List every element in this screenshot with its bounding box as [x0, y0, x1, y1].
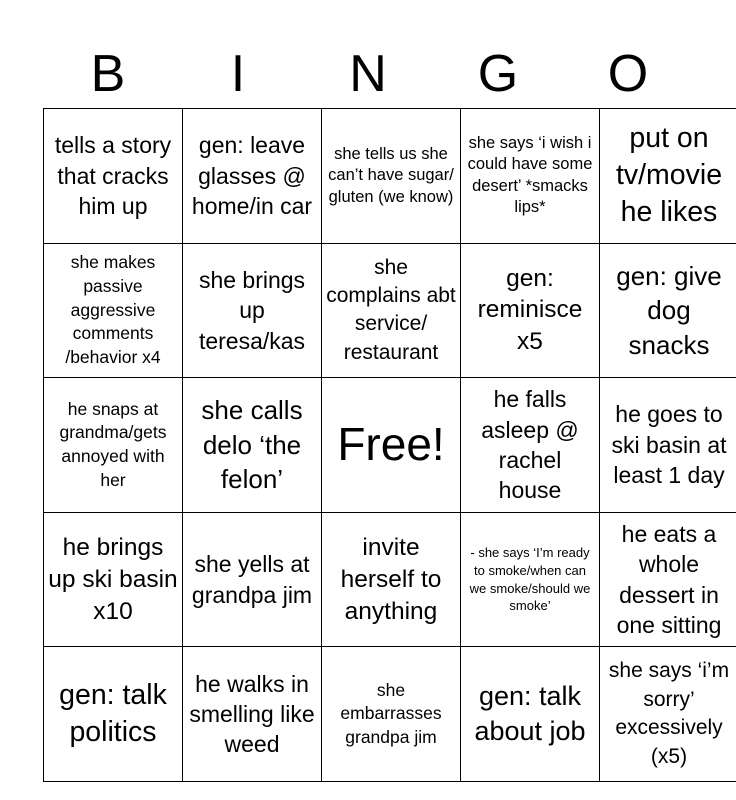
bingo-cell[interactable]: he brings up ski basin x10	[44, 512, 183, 647]
bingo-cell[interactable]: she tells us she can’t have sugar/ gluten (we know)	[322, 109, 461, 244]
bingo-cell[interactable]: she says ‘i wish i could have some desert’ *smacks lips*	[461, 109, 600, 244]
bingo-cell[interactable]: he eats a whole dessert in one sitting	[600, 512, 736, 647]
card-row	[44, 109, 736, 244]
bingo-cell[interactable]: she complains abt service/ restaurant	[322, 243, 461, 378]
header-letter-g: G	[477, 45, 519, 103]
bingo-cell[interactable]: gen: leave glasses @ home/in car	[183, 109, 322, 244]
bingo-cell[interactable]: invite herself to anything	[322, 512, 461, 647]
bingo-cell[interactable]: she says ‘i’m sorry’ excessively (x5)	[600, 647, 736, 782]
free-space-cell[interactable]: Free!	[322, 378, 461, 513]
card-row	[44, 243, 736, 378]
header-letter-n: N	[349, 45, 387, 103]
header-letter-b: B	[90, 45, 126, 103]
bingo-cell[interactable]: he goes to ski basin at least 1 day	[600, 378, 736, 513]
header-letter-o: O	[607, 45, 649, 103]
card-row	[44, 512, 736, 647]
bingo-cell[interactable]: tells a story that cracks him up	[44, 109, 183, 244]
bingo-cell[interactable]: she calls delo ‘the felon’	[183, 378, 322, 513]
bingo-cell[interactable]: gen: give dog snacks	[600, 243, 736, 378]
bingo-cell[interactable]: gen: talk about job	[461, 647, 600, 782]
bingo-cell[interactable]: gen: talk politics	[44, 647, 183, 782]
bingo-cell[interactable]: he falls asleep @ rachel house	[461, 378, 600, 513]
bingo-cell[interactable]: put on tv/movie he likes	[600, 109, 736, 244]
bingo-card	[43, 108, 736, 782]
bingo-cell[interactable]: gen: reminisce x5	[461, 243, 600, 378]
header-letter-i: I	[230, 45, 246, 103]
card-row	[44, 378, 736, 513]
bingo-cell[interactable]: he snaps at grandma/gets annoyed with her	[44, 378, 183, 513]
bingo-cell[interactable]: she yells at grandpa jim	[183, 512, 322, 647]
bingo-cell[interactable]: - she says ‘I’m ready to smoke/when can we smoke/should we smoke’	[461, 512, 600, 647]
bingo-cell[interactable]: she makes passive aggressive comments /behavior x4	[44, 243, 183, 378]
bingo-cell[interactable]: she brings up teresa/kas	[183, 243, 322, 378]
bingo-cell[interactable]: she embarrasses grandpa jim	[322, 647, 461, 782]
card-row	[44, 647, 736, 782]
bingo-header	[43, 40, 693, 108]
bingo-cell[interactable]: he walks in smelling like weed	[183, 647, 322, 782]
